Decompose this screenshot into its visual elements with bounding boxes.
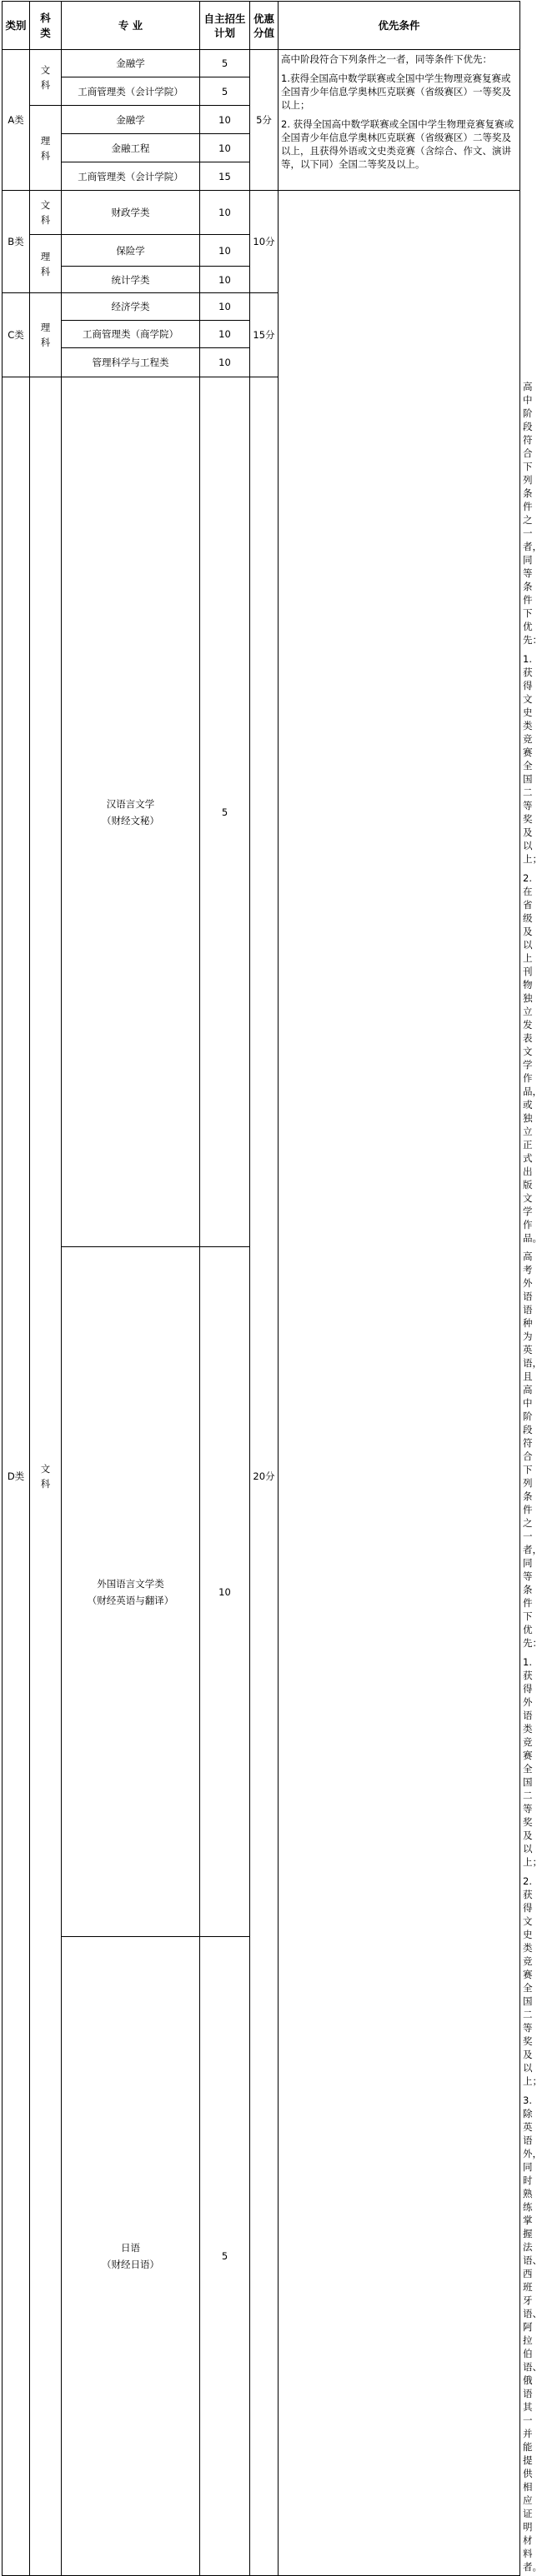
header-major: 专 业	[62, 2, 200, 50]
subject-a-li: 理 科	[30, 106, 62, 191]
major-cell: 工商管理类（会计学院）	[62, 162, 200, 191]
subject-a-wen: 文 科	[30, 50, 62, 106]
major-cell: 金融学	[62, 106, 200, 134]
major-cell: 日语 （财经日语）	[62, 1937, 200, 2576]
quota-cell: 10	[200, 293, 250, 321]
bonus-c: 15分	[250, 293, 279, 377]
conditions-blank	[279, 191, 520, 2576]
quota-cell: 10	[200, 348, 250, 377]
category-d: D类	[3, 377, 30, 2576]
subject-b-wen: 文 科	[30, 191, 62, 235]
quota-cell: 10	[200, 1247, 250, 1937]
table-row: D类 文 科 汉语言文学 （财经文秘） 5 20分 高中阶段符合下列条件之一者，同等条件下优先： 1.获得文史类竞赛全国二等奖及以上； 2.在省级及以上刊物独立发表文学作品，或独立正式出版文学作品。	[3, 377, 520, 1247]
quota-cell: 10	[200, 191, 250, 235]
quota-cell: 10	[200, 106, 250, 134]
quota-cell: 5	[200, 1937, 250, 2576]
major-cell: 金融学	[62, 50, 200, 77]
condition-text: 2. 获得全国高中数学联赛或全国中学生物理竞赛复赛或全国青少年信息学奥林匹克联赛（省级赛区）二等奖及以上，且获得外语或文史类竞赛（含综合、作文、演讲等，以下同）全国二等奖及以上。	[281, 118, 514, 170]
condition-text: 高中阶段符合下列条件之一者，同等条件下优先：	[281, 53, 492, 65]
table-row	[3, 191, 520, 235]
subject-b-li: 理 科	[30, 235, 62, 293]
bonus-a: 5分	[250, 50, 279, 191]
header-category: 类别	[3, 2, 30, 50]
table-row	[3, 50, 520, 77]
admission-table	[2, 1, 542, 2576]
quota-cell: 5	[200, 377, 250, 1247]
major-cell: 保险学	[62, 235, 200, 267]
category-a: A类	[3, 50, 30, 191]
major-cell: 金融工程	[62, 134, 200, 162]
quota-cell: 5	[200, 77, 250, 106]
quota-cell: 10	[200, 321, 250, 348]
category-c: C类	[3, 293, 30, 377]
quota-cell: 15	[200, 162, 250, 191]
quota-cell: 5	[200, 50, 250, 77]
table-row: 外国语言文学类 （财经英语与翻译） 10 高考外语语种为英语，且高中阶段符合下列条件之一者，同等条件下优先： 1.获得外语类竞赛全国二等奖及以上； 2.获得文史类竞赛全国二等奖及以上； 3.除英语外，同时熟练掌握法语、西班牙语、阿拉伯语、俄语其一并能提供相应证明材料者。	[3, 1247, 520, 1937]
subject-d-wen: 文 科	[30, 377, 62, 2576]
quota-cell: 10	[200, 235, 250, 267]
header-quota: 自主招生 计划	[200, 2, 250, 50]
major-cell: 统计学类	[62, 267, 200, 293]
header-row	[3, 2, 520, 50]
major-cell: 管理科学与工程类	[62, 348, 200, 377]
bonus-b: 10分	[250, 191, 279, 293]
quota-cell: 10	[200, 134, 250, 162]
major-cell: 财政学类	[62, 191, 200, 235]
major-cell: 汉语言文学 （财经文秘）	[62, 377, 200, 1247]
header-subject: 科 类	[30, 2, 62, 50]
major-cell: 外国语言文学类 （财经英语与翻译）	[62, 1247, 200, 1937]
conditions-a	[279, 50, 520, 191]
subject-c-li: 理 科	[30, 293, 62, 377]
bonus-d: 20分	[250, 377, 279, 2576]
major-cell: 工商管理类（会计学院）	[62, 77, 200, 106]
major-cell: 工商管理类（商学院）	[62, 321, 200, 348]
condition-text: 1.获得全国高中数学联赛或全国中学生物理竞赛复赛或全国青少年信息学奥林匹克联赛（省级赛区）一等奖及以上；	[281, 72, 511, 111]
quota-cell: 10	[200, 267, 250, 293]
category-b: B类	[3, 191, 30, 293]
major-cell: 经济学类	[62, 293, 200, 321]
header-bonus: 优惠 分值	[250, 2, 279, 50]
header-conditions: 优先条件	[279, 2, 520, 50]
